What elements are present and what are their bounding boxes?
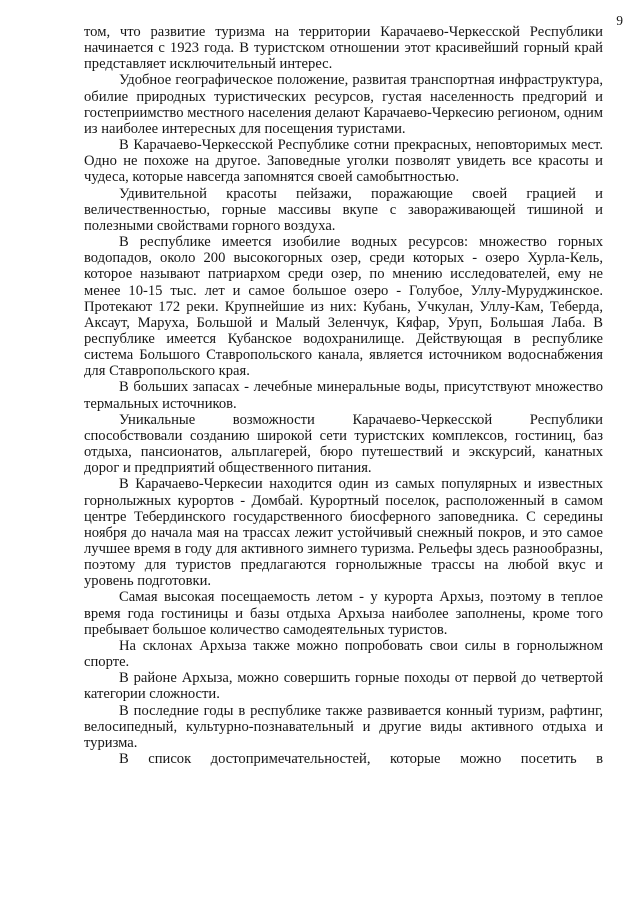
paragraph-arkhyz-skiing: На склонах Архыза также можно попробовать свои силы в горнолыжном спорте. <box>84 637 603 671</box>
paragraph-geographic-position: Удобное географическое положение, развитая транспортная инфраструктура, обилие природных туристических ресурсов, густая населенность предгорий и гостеприимство местного населения делают Карачаево-Черкесию регионом, одним из наиболее интересных для посещения туристами. <box>84 72 603 137</box>
document-body <box>84 24 603 767</box>
page-number: 9 <box>616 13 623 28</box>
paragraph-tourism-history: том, что развитие туризма на территории Карачаево-Черкесской Республики начинается с 1923 года. В туристском отношении этот красивейший горный край представляет исключительный интерес. <box>84 24 603 73</box>
paragraph-unique-places: В Карачаево-Черкесской Республике сотни прекрасных, неповторимых мест. Одно не похоже на другое. Заповедные уголки позволят увидеть все красоты и чудеса, которые навсегда запомнятся своей самобытностью. <box>84 137 603 186</box>
paragraph-arkhyz-summer: Самая высокая посещаемость летом - у курорта Архыз, поэтому в теплое время года гостиницы и базы отдыха Архыза наиболее заполнены, кроме того пребывает большое количество самодеятельных туристов. <box>84 589 603 638</box>
paragraph-attractions-list: В список достопримечательностей, которые можно посетить в <box>119 751 603 768</box>
paragraph-landscapes: Удивительной красоты пейзажи, поражающие своей грацией и величественностью, горные массивы вкупе с завораживающей тишиной и полезными свойствами горного воздуха. <box>84 185 603 234</box>
paragraph-mineral-waters: В больших запасах - лечебные минеральные воды, присутствуют множество термальных источников. <box>84 379 603 412</box>
paragraph-tourist-infrastructure: Уникальные возможности Карачаево-Черкесской Республики способствовали созданию широкой сети туристских комплексов, гостиниц, баз отдыха, пансионатов, альплагерей, бюро путешествий и экскурсий, канатных дорог и предприятий общественного питания. <box>84 411 603 477</box>
paragraph-arkhyz-hiking: В районе Архыза, можно совершить горные походы от первой до четвертой категории сложности. <box>84 670 603 703</box>
paragraph-dombay-resort: В Карачаево-Черкесии находится один из самых популярных и известных горнолыжных курортов - Домбай. Курортный поселок, расположенный в самом центре Тебердинского государственного биосферного заповедника. С середины ноября до начала мая на трассах лежит устойчивый снежный покров, и это самое лучшее время в году для активного зимнего туризма. Рельефы здесь разнообразны, поэтому для туристов предлагаются горнолыжные трассы на любой вкус и уровень подготовки. <box>84 476 603 590</box>
paragraph-water-resources: В республике имеется изобилие водных ресурсов: множество горных водопадов, около 200 высокогорных озер, среди которых - озеро Хурла-Кель, которое называют патриархом среди озер, по мнению исследователей, ему не менее 10-15 тыс. лет и самое большое озеро - Голубое, Уллу-Муруджинское. Протекают 172 реки. Крупнейшие из них: Кубань, Учкулан, Уллу-Кам, Теберда, Аксаут, Маруха, Большой и Малый Зеленчук, Кяфар, Уруп, Большая Лаба. В республике имеется Кубанское водохранилище. Действующая в республике система Большого Ставропольского канала, является источником водоснабжения для Ставропольского края. <box>84 234 603 380</box>
paragraph-active-tourism: В последние годы в республике также развивается конный туризм, рафтинг, велосипедный, культурно-познавательный и другие виды активного отдыха и туризма. <box>84 702 603 751</box>
